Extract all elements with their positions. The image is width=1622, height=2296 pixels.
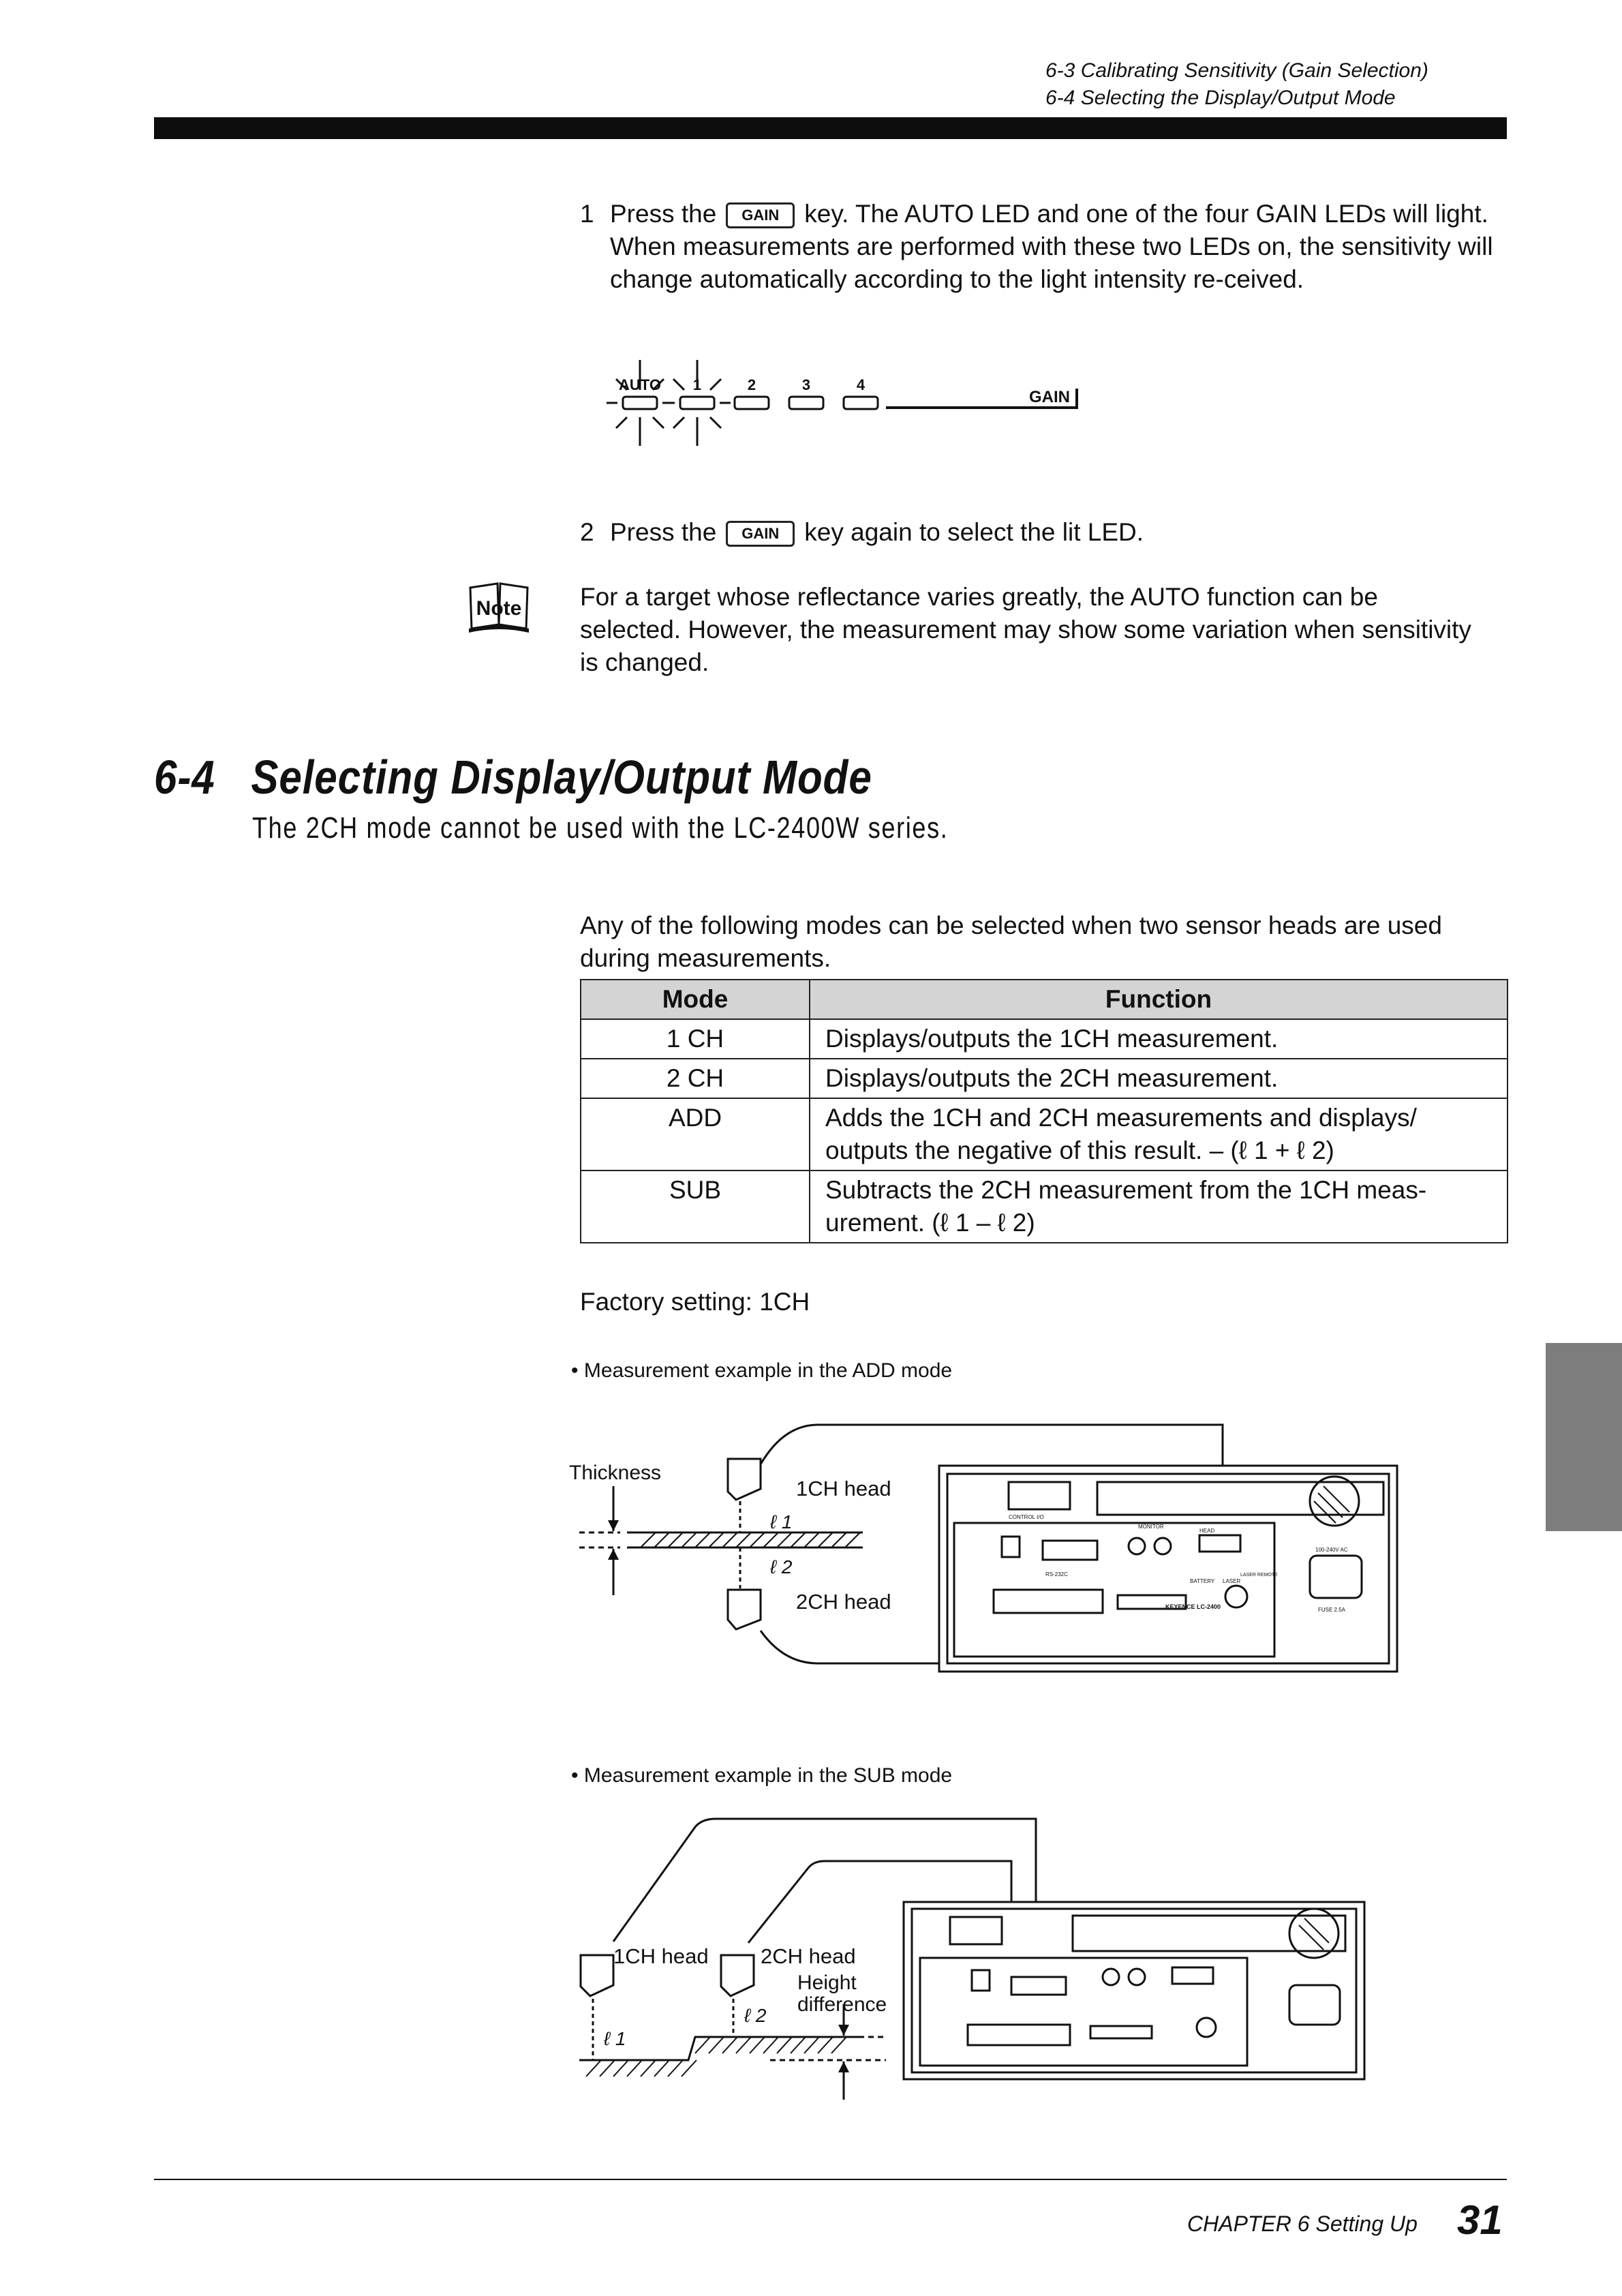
led-label-4: 4 xyxy=(856,376,866,393)
function-cell: Displays/outputs the 2CH measurement. xyxy=(810,1059,1508,1098)
mode-cell: 1 CH xyxy=(581,1019,810,1059)
function-cell xyxy=(810,1170,1508,1243)
modes-table xyxy=(580,979,1508,1243)
add-example-caption: • Measurement example in the ADD mode xyxy=(571,1359,953,1382)
step-2-pre: Press the xyxy=(610,518,717,546)
panel-rs232c: RS-232C xyxy=(1045,1571,1068,1577)
led-panel-diagram xyxy=(607,354,1097,457)
add-l1-label: ℓ 1 xyxy=(770,1511,793,1532)
mode-cell: ADD xyxy=(581,1098,810,1170)
footer-chapter: CHAPTER 6 Setting Up xyxy=(1187,2211,1418,2236)
add-mode-diagram xyxy=(566,1411,1411,1684)
section-number: 6-4 xyxy=(154,751,215,804)
panel-battery: BATTERY xyxy=(1190,1578,1215,1584)
function-line: Subtracts the 2CH measurement from the 1CH meas- xyxy=(825,1176,1427,1204)
table-header-row xyxy=(581,980,1508,1019)
panel-monitor: MONITOR xyxy=(1138,1524,1164,1530)
mode-cell: SUB xyxy=(581,1170,810,1243)
panel-remote: LASER REMOTE xyxy=(1240,1573,1278,1577)
chapter-side-tab xyxy=(1546,1343,1622,1531)
panel-laser: LASER xyxy=(1223,1578,1241,1584)
step-1-post: key. The AUTO LED and one of the four GAIN LEDs will light. When measurements are performed with these two LEDs on, the sensitivity will change automatically according to the light intensity re-ceived. xyxy=(610,200,1493,293)
add-head2-label: 2CH head xyxy=(796,1590,891,1614)
step-2-number: 2 xyxy=(580,518,594,546)
note-icon xyxy=(466,581,532,635)
sub-l1-label: ℓ 1 xyxy=(604,2028,626,2049)
function-line: Adds the 1CH and 2CH measurements and displays/ xyxy=(825,1104,1417,1132)
add-head1-label: 1CH head xyxy=(796,1477,891,1500)
section-subtitle: The 2CH mode cannot be used with the LC-2400W series. xyxy=(252,811,949,845)
note-icon-label: Note xyxy=(476,597,522,620)
step-2-text xyxy=(610,516,1510,549)
table-row xyxy=(581,1019,1508,1059)
sub-l2-label: ℓ 2 xyxy=(744,2005,767,2026)
height-diff-line1: Height xyxy=(797,1972,857,1994)
step-1-text xyxy=(610,198,1510,296)
sub-head1-label: 1CH head xyxy=(613,1944,709,1968)
add-l2-label: ℓ 2 xyxy=(770,1556,793,1577)
function-cell xyxy=(810,1098,1508,1170)
led-label-auto: AUTO xyxy=(619,376,661,393)
panel-control-io: CONTROL I/O xyxy=(1009,1514,1044,1520)
led-label-1: 1 xyxy=(692,376,702,393)
sub-head2-label: 2CH head xyxy=(761,1944,856,1968)
height-diff-line2: difference xyxy=(797,1993,887,2016)
footer-rule xyxy=(154,2179,1507,2180)
table-row xyxy=(581,1170,1508,1243)
step-1-pre: Press the xyxy=(610,200,717,228)
gain-label: GAIN xyxy=(1029,388,1070,406)
running-header-line2: 6-4 Selecting the Display/Output Mode xyxy=(1045,87,1396,109)
header-rule xyxy=(154,117,1507,139)
page-number: 31 xyxy=(1457,2197,1503,2243)
table-row xyxy=(581,1098,1508,1170)
mode-cell: 2 CH xyxy=(581,1059,810,1098)
panel-fuse: FUSE 2.5A xyxy=(1318,1607,1346,1613)
thickness-label: Thickness xyxy=(569,1462,662,1484)
section-heading xyxy=(154,750,872,804)
header-mode: Mode xyxy=(581,980,810,1019)
led-label-3: 3 xyxy=(801,376,811,393)
note-text: For a target whose reflectance varies greatly, the AUTO function can be selected. However, the measurement may show some variation when sensitivity is changed. xyxy=(580,583,1471,676)
factory-setting: Factory setting: 1CH xyxy=(580,1288,810,1316)
running-header-line1: 6-3 Calibrating Sensitivity (Gain Selection) xyxy=(1045,59,1428,82)
sub-mode-diagram xyxy=(566,1807,1411,2106)
panel-brand: KEYENCE LC-2400 xyxy=(1165,1603,1221,1610)
led-label-2: 2 xyxy=(747,376,756,393)
intro-text: Any of the following modes can be selected when two sensor heads are used during measurements. xyxy=(580,911,1442,972)
function-cell: Displays/outputs the 1CH measurement. xyxy=(810,1019,1508,1059)
panel-head: HEAD xyxy=(1199,1528,1215,1534)
function-line: outputs the negative of this result. – (ℓ 1 + ℓ 2) xyxy=(825,1136,1334,1164)
section-title: Selecting Display/Output Mode xyxy=(251,751,872,804)
gain-key-2: GAIN xyxy=(726,521,795,547)
header-function: Function xyxy=(810,980,1508,1019)
panel-power: 100-240V AC xyxy=(1315,1547,1348,1553)
gain-key: GAIN xyxy=(726,202,795,228)
function-line: urement. (ℓ 1 – ℓ 2) xyxy=(825,1209,1035,1237)
sub-example-caption: • Measurement example in the SUB mode xyxy=(571,1764,953,1787)
table-row xyxy=(581,1059,1508,1098)
step-2-post: key again to select the lit LED. xyxy=(804,518,1144,546)
step-1-number: 1 xyxy=(580,200,594,228)
